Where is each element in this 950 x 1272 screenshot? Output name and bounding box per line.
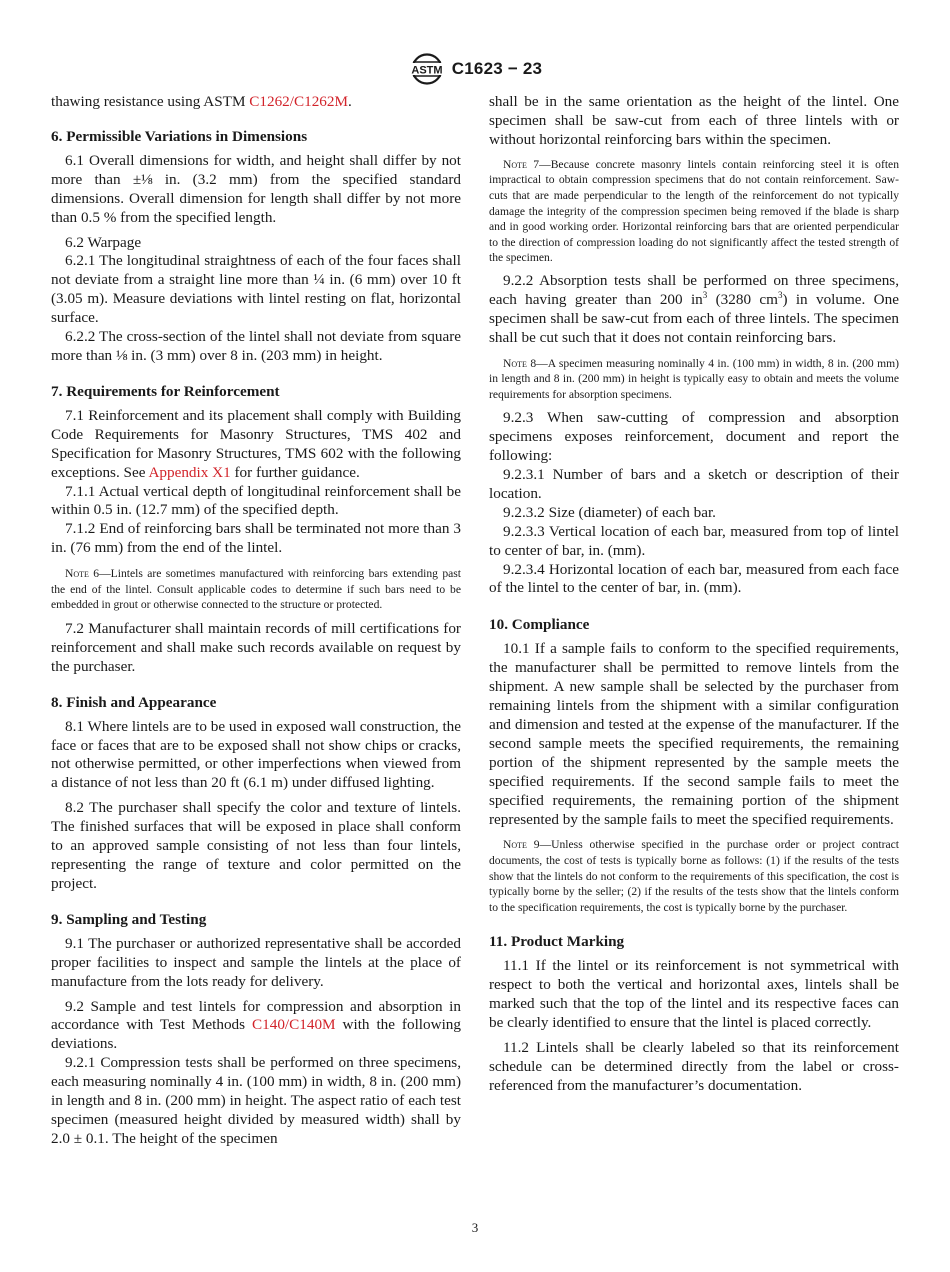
section-heading-7: 7. Requirements for Reinforcement [51, 382, 280, 400]
paragraph-7-1-1: 7.1.1 Actual vertical depth of longitudinal reinforcement shall be within 0.5 in. (12.7 mm) of the specified depth. [51, 482, 461, 519]
section-heading-10: 10. Compliance [489, 616, 590, 634]
paragraph-9-2-3-1: 9.2.3.1 Number of bars and a sketch or description of their location. [489, 466, 899, 502]
paragraph-7-1: 7.1 Reinforcement and its placement shall comply with Building Code Requirements for Masonry Structures, TMS 402 and Specification for Masonry Structures, TMS 602 with the following exceptions. See Appendix X1 for further guidance. [51, 406, 461, 481]
paragraph-continuation-right: shall be in the same orientation as the height of the lintel. One specimen shall be saw-cut from each of three lintels with or without horizontal reinforcing bars within the specimen. [489, 93, 899, 148]
paragraph-9-2-3-2: 9.2.3.2 Size (diameter) of each bar. [503, 503, 716, 521]
page-number: 3 [471, 1220, 479, 1235]
paragraph-continuation: thawing resistance using ASTM C1262/C1262M. [51, 93, 352, 110]
section-heading-6: 6. Permissible Variations in Dimensions [51, 127, 308, 145]
reference-link-c1262[interactable]: C1262/C1262M [249, 93, 348, 110]
section-heading-11: 11. Product Marking [489, 933, 625, 951]
paragraph-7-2: 7.2 Manufacturer shall maintain records of mill certifications for reinforcement and shall make such records available on request by the purchaser. [51, 619, 461, 675]
paragraph-9-2-1: 9.2.1 Compression tests shall be performed on three specimens, each measuring nominally 4 in. (100 mm) in width, 8 in. (200 mm) in length and 8 in. (200 mm) in height. The aspect ratio of each test specimen (measured height divided by measured width) shall by 2.0 ± 0.1. The height of the specimen [51, 1054, 461, 1147]
svg-text:ASTM: ASTM [411, 64, 443, 77]
paragraph-7-1-2: 7.1.2 End of reinforcing bars shall be terminated not more than 3 in. (76 mm) from the end of the lintel. [51, 520, 461, 557]
standard-designation: C1623 − 23 [451, 59, 543, 78]
paragraph-8-1: 8.1 Where lintels are to be used in exposed wall construction, the face or faces that are to be exposed shall not show chips or cracks, not otherwise permitted, or other imperfections when viewed from a distance of not less than 20 ft (6.1 m) under diffused lighting. [51, 717, 461, 792]
paragraph-10-1: 10.1 If a sample fails to conform to the specified requirements, the manufacturer shall be permitted to remove lintels from the shipment. A new sample shall be selected by the purchaser from remaining lintels from the shipment with a similar configuration and dimension and tested at the expense of the manufacturer. If the second sample meets the specified requirements, the remaining portion of the shipment represented by the sample meets the specified requirements. If the second sample fails to meet the specified requirements, the remaining portion of the shipment represented by the sample fails to meet the specified requirements. [489, 640, 899, 828]
paragraph-9-2-3-3: 9.2.3.3 Vertical location of each bar, measured from top of lintel to center of bar, in. (mm). [489, 522, 899, 559]
section-heading-9: 9. Sampling and Testing [51, 910, 207, 928]
reference-link-appendix-x1[interactable]: Appendix X1 [148, 463, 231, 481]
paragraph-9-1: 9.1 The purchaser or authorized representative shall be accorded proper facilities to inspect and sample the lintels at the place of manufacture from the lots ready for delivery. [51, 934, 461, 990]
section-heading-8: 8. Finish and Appearance [51, 693, 217, 711]
paragraph-8-2: 8.2 The purchaser shall specify the color and texture of lintels. The finished surfaces that will be exposed in place shall conform to an approved sample consisting of not less than four lintels, representing the range of texture and color permitted on the project. [51, 799, 461, 892]
page-header [0, 52, 950, 86]
note-8: Note 8—A specimen measuring nominally 4 in. (100 mm) in width, 8 in. (200 mm) in length and 8 in. (200 mm) in height is typically easy to obtain and meets the volume requirements for absorption specimens. [489, 356, 899, 401]
note-6: Note 6—Lintels are sometimes manufactured with reinforcing bars extending past the end of the lintel. Consult applicable codes to determine if such bars need to be embedded in grout or otherwise connected to the structure or protected. [51, 567, 461, 612]
right-column [489, 93, 899, 1096]
reference-link-c140[interactable]: C140/C140M [252, 1016, 336, 1034]
astm-logo-icon [408, 53, 446, 85]
note-9: Note 9—Unless otherwise specified in the purchase order or project contract documents, the cost of tests is typically borne as follows: (1) if the results of the tests show that the lintels do not conform to the requirements of this specification, the cost is typically borne by the seller; (2) if the results of the tests show that the lintels conform to the specification requirements, the cost is typically borne by the purchaser. [489, 838, 899, 914]
paragraph-11-2: 11.2 Lintels shall be clearly labeled so that its reinforcement schedule can be determined directly from the label or cross-referenced from the manufacturer’s documentation. [489, 1039, 899, 1094]
paragraph-6-2-1: 6.2.1 The longitudinal straightness of each of the four faces shall not deviate from a straight line more than ¼ in. (6 mm) over 10 ft (3.05 m). Measure deviations with lintel resting on flat, horizontal surface. [51, 252, 461, 327]
note-7: Note 7—Because concrete masonry lintels contain reinforcing steel it is often impractical to obtain compression specimens that do not contain reinforcement. Saw-cuts that are made perpendicular to the length of the reinforcement do not typically damage the integrity of the compression specimen being removed if the blade is sharp and in good working order. Horizontal reinforcing bars that are oriented perpendicular to the direction of compression loading do not significantly affect the tested strength of the specimen. [489, 157, 899, 265]
paragraph-9-2-2: 9.2.2 Absorption tests shall be performed on three specimens, each having greater than 200 $in^3$ (3280 $cm^3$) in volume. One specimen shall be saw-cut from each of three lintels. The specimen shall be cut such that it does not contain reinforcing bars. [489, 271, 899, 346]
paragraph-11-1: 11.1 If the lintel or its reinforcement is not symmetrical with respect to both the vertical and horizontal axes, lintels shall be marked such that the top of the lintel and its respective faces can be clearly identified to ensure that the lintel is placed correctly. [489, 957, 899, 1032]
paragraph-9-2-3-4: 9.2.3.4 Horizontal location of each bar, measured from each face of the lintel to the center of bar, in. (mm). [489, 560, 899, 597]
paragraph-9-2: 9.2 Sample and test lintels for compression and absorption in accordance with Test Methods C140/C140M with the following deviations. [51, 997, 461, 1053]
paragraph-9-2-3: 9.2.3 When saw-cutting of compression and absorption specimens exposes reinforcement, document and report the following: [489, 409, 899, 465]
left-column [51, 93, 461, 1149]
paragraph-6-1: 6.1 Overall dimensions for width, and height shall differ by not more than ±⅛ in. (3.2 mm) from the specified standard dimensions. Overall dimension for length shall differ by not more than 0.5 % from the specified length. [51, 151, 461, 226]
paragraph-6-2: 6.2 Warpage [65, 233, 142, 251]
paragraph-6-2-2: 6.2.2 The cross-section of the lintel shall not deviate from square more than ⅛ in. (3 mm) over 8 in. (203 mm) in height. [51, 328, 461, 364]
